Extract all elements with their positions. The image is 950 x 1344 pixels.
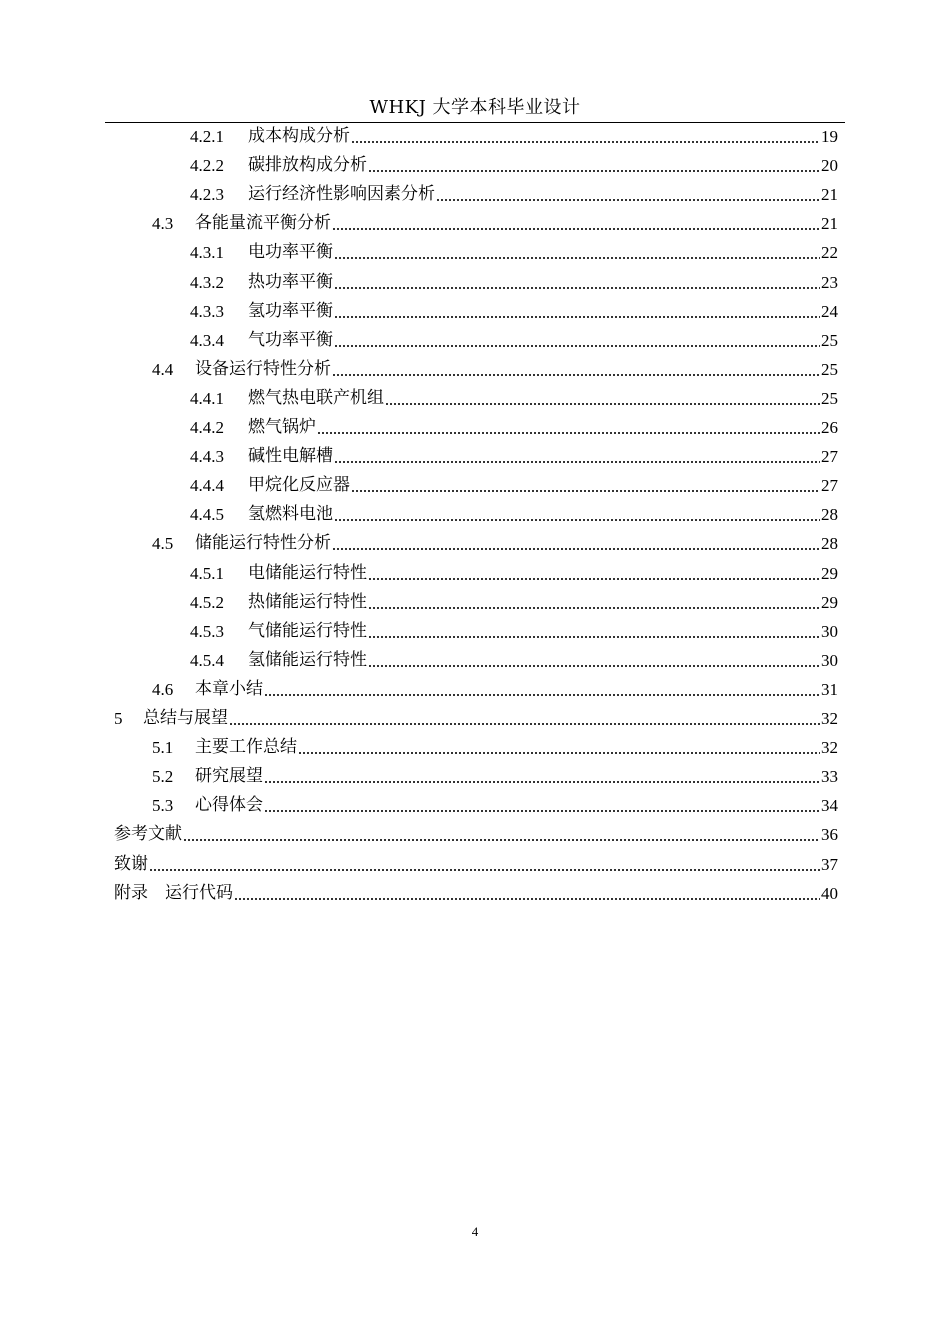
toc-entry-number: 5.2	[152, 767, 174, 787]
toc-entry-title: 气储能运行特性	[248, 620, 367, 641]
toc-entry-title: 设备运行特性分析	[195, 358, 331, 379]
toc-leader-dots	[183, 839, 820, 841]
toc-entry-page: 20	[821, 156, 838, 176]
toc-entry-page: 25	[821, 359, 838, 379]
toc-entry-number: 4.2.2	[190, 156, 224, 176]
toc-entry-page: 28	[821, 534, 838, 554]
toc-leader-dots	[368, 665, 820, 667]
toc-entry	[190, 588, 838, 617]
toc-entry	[152, 762, 838, 791]
toc-entry-title: 热功率平衡	[248, 271, 333, 292]
toc-entry-number: 4.3.4	[190, 330, 224, 350]
toc-entry-page: 22	[821, 243, 838, 263]
toc-entry-page: 26	[821, 418, 838, 437]
toc-entry-number: 5.3	[152, 796, 174, 816]
toc-entry-number: 4.3	[152, 214, 174, 234]
toc-entry-number: 5.1	[152, 738, 174, 758]
toc-leader-dots	[436, 199, 820, 201]
toc-entry-page: 28	[821, 505, 838, 525]
toc-entry	[152, 733, 838, 762]
toc-entry-title: 主要工作总结	[195, 737, 297, 758]
toc-entry-number: 4.6	[152, 679, 174, 699]
toc-leader-dots	[334, 345, 820, 347]
toc-entry	[190, 442, 838, 471]
toc-entry	[190, 617, 838, 646]
toc-entry	[152, 675, 838, 704]
toc-leader-dots	[368, 170, 820, 172]
toc-leader-dots	[298, 752, 820, 754]
toc-entry-number: 4.3.2	[190, 272, 224, 292]
toc-entry-page: 19	[821, 127, 838, 146]
toc-entry	[190, 413, 838, 442]
toc-leader-dots	[317, 432, 820, 434]
toc-leader-dots	[234, 898, 820, 900]
toc-entry-page: 21	[821, 214, 838, 234]
toc-entry	[114, 879, 838, 908]
toc-entry-title: 附录 运行代码	[114, 882, 233, 903]
toc-entry-title: 电功率平衡	[248, 242, 333, 263]
toc-entry-page: 29	[821, 592, 838, 612]
toc-entry-number: 4.2.3	[190, 185, 224, 205]
toc-entry-number: 4.4.2	[190, 418, 224, 437]
toc-leader-dots	[368, 607, 820, 609]
toc-entry	[114, 704, 838, 733]
toc-entry-number: 4.5.1	[190, 563, 224, 583]
toc-entry-page: 30	[821, 650, 838, 670]
toc-leader-dots	[334, 519, 820, 521]
toc-entry	[190, 559, 838, 588]
toc-entry-title: 心得体会	[195, 795, 263, 816]
toc-leader-dots	[385, 403, 820, 405]
toc-entry-page: 33	[821, 767, 838, 787]
toc-entry-page: 27	[821, 447, 838, 467]
toc-leader-dots	[351, 490, 820, 492]
toc-entry-page: 21	[821, 185, 838, 205]
toc-entry-number: 4.3.1	[190, 243, 224, 263]
toc-leader-dots	[229, 723, 820, 725]
toc-leader-dots	[334, 316, 820, 318]
toc-entry-title: 热储能运行特性	[248, 591, 367, 612]
toc-leader-dots	[264, 810, 820, 812]
toc-entry-title: 氢储能运行特性	[248, 649, 367, 670]
toc-entry	[152, 529, 838, 558]
toc-entry-number: 5	[114, 709, 123, 728]
toc-entry	[190, 180, 838, 209]
toc-entry-page: 25	[821, 388, 838, 408]
toc-entry	[190, 297, 838, 326]
page-number: 4	[471, 1224, 479, 1239]
toc-entry	[190, 326, 838, 355]
toc-entry-page: 34	[821, 796, 838, 816]
toc-leader-dots	[332, 228, 820, 230]
toc-entry-title: 甲烷化反应器	[248, 475, 350, 496]
toc-entry-number: 4.5.4	[190, 650, 224, 670]
toc-entry-title: 参考文献	[114, 824, 182, 845]
toc-entry-page: 25	[821, 330, 838, 350]
toc-entry-page: 37	[821, 854, 838, 874]
toc-entry-title: 燃气锅炉	[248, 417, 316, 437]
toc-leader-dots	[334, 461, 820, 463]
toc-entry-title: 氢功率平衡	[248, 300, 333, 321]
toc-entry-title: 致谢	[114, 853, 148, 874]
toc-entry-number: 4.4	[152, 359, 174, 379]
toc-entry-page: 23	[821, 272, 838, 292]
toc-leader-dots	[332, 374, 820, 376]
toc-entry-number: 4.4.5	[190, 505, 224, 525]
toc-entry	[190, 646, 838, 675]
toc-entry-title: 气功率平衡	[248, 329, 333, 350]
toc-entry	[190, 384, 838, 413]
toc-leader-dots	[332, 548, 820, 550]
toc-leader-dots	[351, 141, 820, 143]
toc-entry	[152, 791, 838, 820]
toc-entry-number: 4.4.3	[190, 447, 224, 467]
toc-entry-page: 29	[821, 563, 838, 583]
toc-entry	[190, 500, 838, 529]
toc-entry-page: 27	[821, 476, 838, 496]
toc-entry-page: 24	[821, 301, 838, 321]
toc-entry-number: 4.4.4	[190, 476, 224, 496]
toc-entry-page: 36	[821, 825, 838, 845]
toc-entry	[190, 122, 838, 151]
toc-entry-number: 4.5.2	[190, 592, 224, 612]
toc-entry	[190, 268, 838, 297]
toc-leader-dots	[334, 287, 820, 289]
toc-entry-page: 32	[821, 709, 838, 728]
toc-entry-title: 本章小结	[195, 678, 263, 699]
toc-entry-title: 碳排放构成分析	[248, 155, 367, 176]
toc-leader-dots	[264, 694, 820, 696]
toc-leader-dots	[334, 257, 820, 259]
toc-leader-dots	[368, 578, 820, 580]
toc-entry	[190, 238, 838, 267]
toc-entry-page: 32	[821, 738, 838, 758]
toc-entry-title: 成本构成分析	[248, 126, 350, 146]
toc-entry-number: 4.5.3	[190, 621, 224, 641]
toc-entry-page: 40	[821, 883, 838, 903]
toc-entry-title: 各能量流平衡分析	[195, 213, 331, 234]
toc-entry	[190, 471, 838, 500]
toc-entry-number: 4.3.3	[190, 301, 224, 321]
toc-entry-title: 总结与展望	[143, 708, 228, 728]
toc-entry	[190, 151, 838, 180]
toc-entry-title: 燃气热电联产机组	[248, 387, 384, 408]
toc-entry-page: 30	[821, 621, 838, 641]
toc-entry-title: 运行经济性影响因素分析	[248, 184, 435, 205]
toc-leader-dots	[149, 869, 820, 871]
page-header-title: WHKJ 大学本科毕业设计	[369, 97, 581, 118]
toc-entry	[152, 209, 838, 238]
toc-entry-title: 碱性电解槽	[248, 446, 333, 467]
toc-entry-page: 31	[821, 679, 838, 699]
toc-entry-number: 4.2.1	[190, 127, 224, 146]
toc-entry-number: 4.5	[152, 534, 174, 554]
toc-leader-dots	[368, 636, 820, 638]
toc-entry-title: 储能运行特性分析	[195, 533, 331, 554]
toc-entry-title: 氢燃料电池	[248, 504, 333, 525]
toc-leader-dots	[264, 781, 820, 783]
toc-entry	[152, 355, 838, 384]
toc-entry-title: 研究展望	[195, 766, 263, 787]
toc-entry-title: 电储能运行特性	[248, 562, 367, 583]
toc-entry	[114, 820, 838, 849]
toc-entry-number: 4.4.1	[190, 388, 224, 408]
toc-entry	[114, 850, 838, 879]
